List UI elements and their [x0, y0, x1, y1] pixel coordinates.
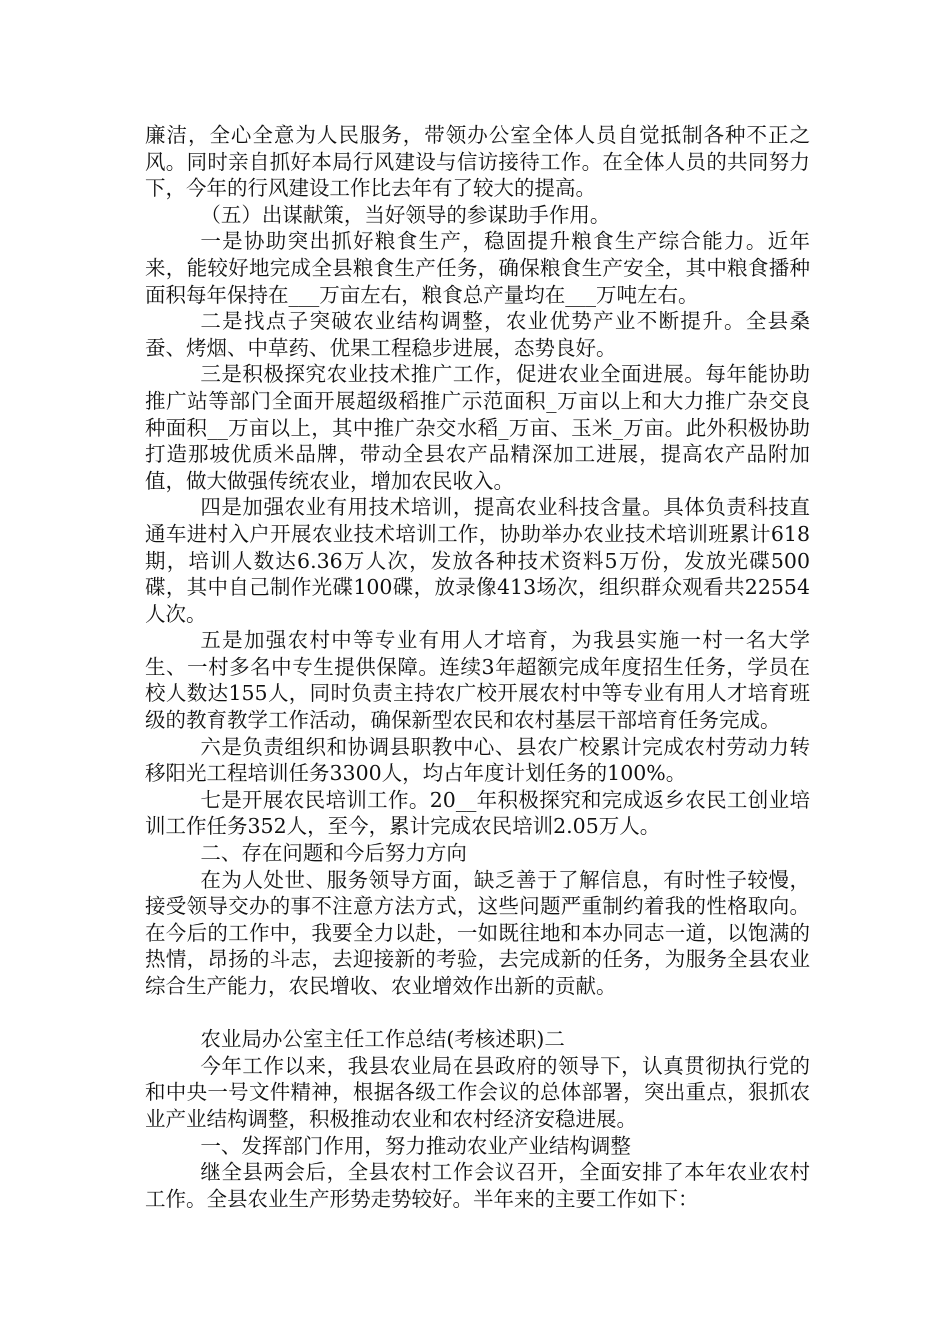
body-paragraph: 继全县两会后，全县农村工作会议召开，全面安排了本年农业农村工作。全县农业生产形势走势较好。半年来的主要工作如下： — [145, 1160, 810, 1211]
section-heading: 一、发挥部门作用，努力推动农业产业结构调整 — [200, 1133, 631, 1158]
body-paragraph: 今年工作以来，我县农业局在县政府的领导下，认真贯彻执行党的和中央一号文件精神，根据各级工作会议的总体部署，突出重点，狠抓农业产业结构调整，积极推动农业和农村经济安稳进展。 — [145, 1053, 810, 1131]
body-paragraph: 五是加强农村中等专业有用人才培育，为我县实施一村一名大学生、一村多名中专生提供保障。连续3年超额完成年度招生任务，学员在校人数达155人，同时负责主持农广校开展农村中等专业有用人才培育班级的教育教学工作活动，确保新型农民和农村基层干部培育任务完成。 — [145, 628, 810, 733]
body-paragraph: 一是协助突出抓好粮食生产，稳固提升粮食生产综合能力。近年来，能较好地完成全县粮食生产任务，确保粮食生产安全，其中粮食播种面积每年保持在___万亩左右，粮食总产量均在___万吨左右。 — [145, 229, 810, 307]
body-paragraph: 在为人处世、服务领导方面，缺乏善于了解信息，有时性子较慢，接受领导交办的事不注意方法方式，这些问题严重制约着我的性格取向。在今后的工作中，我要全力以赴，一如既往地和本办同志一道，以饱满的热情，昂扬的斗志，去迎接新的考验，去完成新的任务，为服务全县农业综合生产能力，农民增收、农业增效作出新的贡献。 — [145, 867, 810, 998]
body-paragraph: 四是加强农业有用技术培训，提高农业科技含量。具体负责科技直通车进村入户开展农业技术培训工作，协助举办农业技术培训班累计618期，培训人数达6.36万人次，发放各种技术资料5万份，发放光碟500碟，其中自己制作光碟100碟，放录像413场次，组织群众观看共22554人次。 — [145, 495, 810, 626]
body-paragraph: 七是开展农民培训工作。20__年积极探究和完成返乡农民工创业培训工作任务352人，至今，累计完成农民培训2.05万人。 — [145, 787, 810, 839]
document-subtitle: 农业局办公室主任工作总结(考核述职)二 — [200, 1027, 565, 1052]
section-heading: （五）出谋献策，当好领导的参谋助手作用。 — [200, 202, 611, 227]
section-heading: 二、存在问题和今后努力方向 — [200, 841, 467, 866]
body-paragraph: 二是找点子突破农业结构调整，农业优势产业不断提升。全县桑蚕、烤烟、中草药、优果工程稳步进展，态势良好。 — [145, 309, 810, 360]
body-paragraph: 三是积极探究农业技术推广工作，促进农业全面进展。每年能协助推广站等部门全面开展超级稻推广示范面积_万亩以上和大力推广杂交良种面积__万亩以上，其中推广杂交水稻_万亩、玉米_万亩。此外积极协助打造那坡优质米品牌，带动全县农产品精深加工进展，提高农产品附加值，做大做强传统农业，增加农民收入。 — [145, 362, 810, 493]
body-paragraph: 廉洁，全心全意为人民服务，带领办公室全体人员自觉抵制各种不正之风。同时亲自抓好本局行风建设与信访接待工作。在全体人员的共同努力下，今年的行风建设工作比去年有了较大的提高。 — [145, 123, 810, 201]
document-body — [145, 122, 810, 1212]
body-paragraph: 六是负责组织和协调县职教中心、县农广校累计完成农村劳动力转移阳光工程培训任务3300人，均占年度计划任务的100%。 — [145, 734, 810, 786]
